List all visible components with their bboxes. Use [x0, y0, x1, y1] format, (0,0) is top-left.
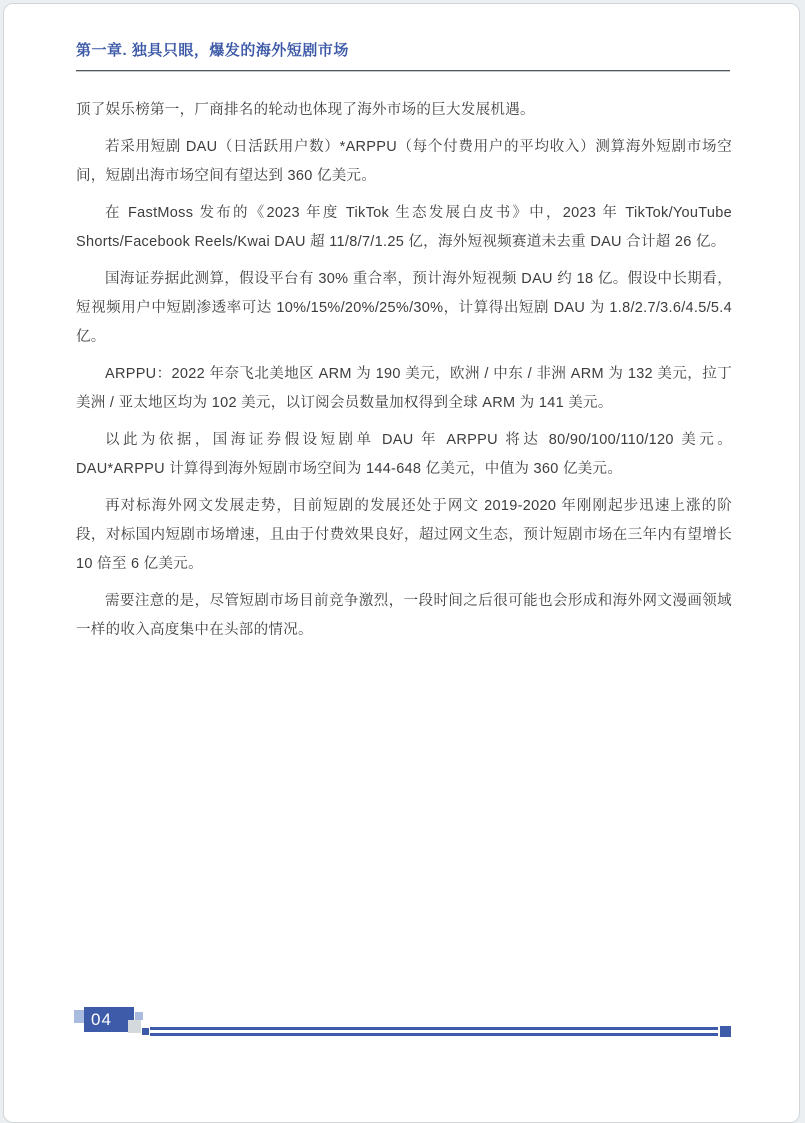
body-paragraph: 在 FastMoss 发布的《2023 年度 TikTok 生态发展白皮书》中，2023 年 TikTok/YouTube Shorts/Facebook Reels/Kwai DAU 超 11/8/7/1.25 亿，海外短视频赛道未去重 DAU 合计超 26 亿。: [76, 205, 732, 250]
report-page: [3, 3, 800, 1123]
decor-square-gray: [128, 1020, 141, 1033]
body-paragraph: 若采用短剧 DAU（日活跃用户数）*ARPPU（每个付费用户的平均收入）测算海外短剧市场空间，短剧出海市场空间有望达到 360 亿美元。: [76, 139, 732, 184]
decor-square-blue-end: [720, 1026, 731, 1037]
body-paragraph: 顶了娱乐榜第一，厂商排名的轮动也体现了海外市场的巨大发展机遇。: [76, 102, 535, 118]
header-rule: [76, 70, 730, 72]
decor-square-lightblue-right: [135, 1012, 143, 1020]
footer-double-rule: [150, 1027, 718, 1036]
body-paragraph: 再对标海外网文发展走势，目前短剧的发展还处于网文 2019-2020 年刚刚起步迅速上涨的阶段，对标国内短剧市场增速，且由于付费效果良好，超过网文生态，预计短剧市场在三年内有望增长 10 倍至 6 亿美元。: [76, 498, 732, 572]
body-paragraph: 以此为依据，国海证券假设短剧单 DAU 年 ARPPU 将达 80/90/100/110/120 美元。 DAU*ARPPU 计算得到海外短剧市场空间为 144-648 亿美元，中值为 360 亿美元。: [76, 432, 732, 477]
page-number: 04: [91, 1010, 112, 1029]
page-header: [76, 40, 730, 72]
page-number-badge: [84, 1007, 134, 1032]
body-paragraph: ARPPU：2022 年奈飞北美地区 ARM 为 190 美元，欧洲 / 中东 / 非洲 ARM 为 132 美元，拉丁美洲 / 亚太地区均为 102 美元，以订阅会员数量加权得到全球 ARM 为 141 美元。: [76, 366, 732, 411]
decor-square-blue-small: [142, 1028, 149, 1035]
body-paragraph: 国海证券据此测算，假设平台有 30% 重合率，预计海外短视频 DAU 约 18 亿。假设中长期看，短视频用户中短剧渗透率可达 10%/15%/20%/25%/30%，计算得出短剧 DAU 为 1.8/2.7/3.6/4.5/5.4 亿。: [76, 271, 732, 345]
chapter-title: 第一章. 独具只眼，爆发的海外短剧市场: [76, 42, 349, 59]
body-text: [76, 96, 732, 653]
body-paragraph: 需要注意的是，尽管短剧市场目前竞争激烈，一段时间之后很可能也会形成和海外网文漫画领域一样的收入高度集中在头部的情况。: [76, 593, 732, 638]
